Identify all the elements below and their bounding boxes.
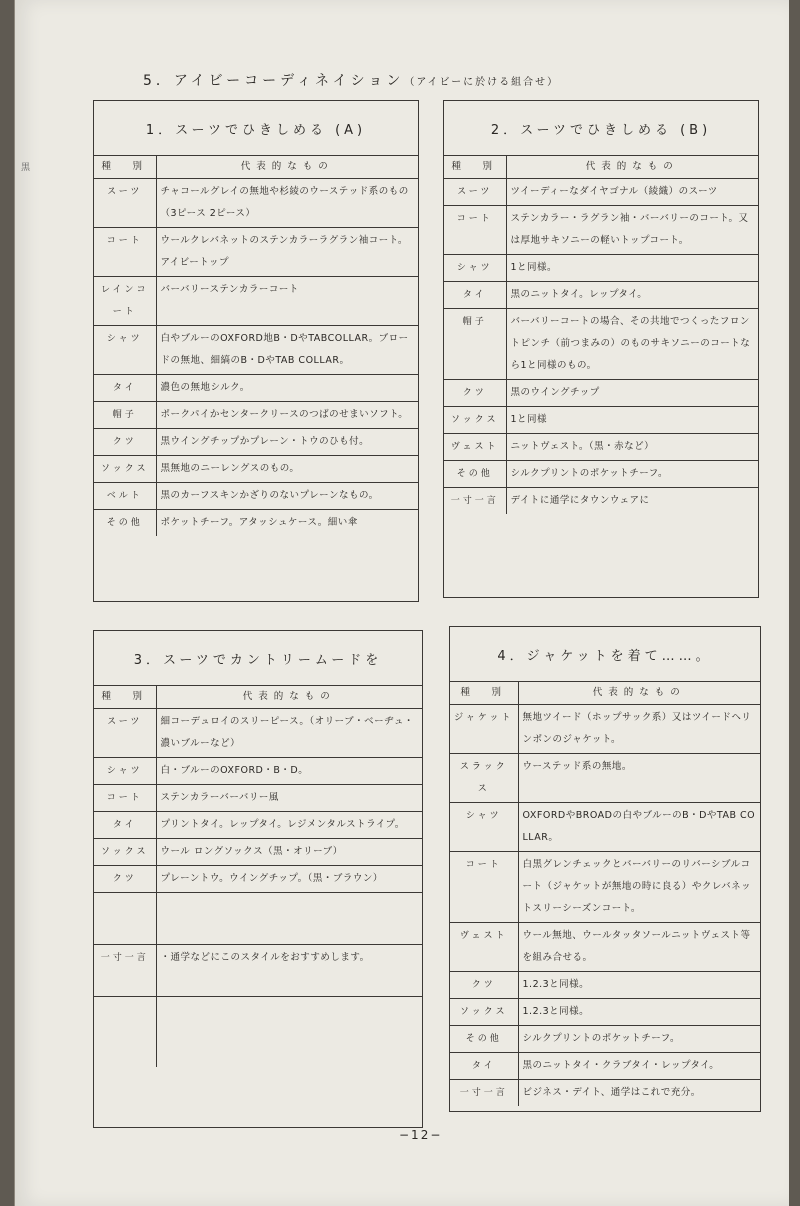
table-row [94,277,418,326]
row-typical: 白・ブルーのOXFORD・B・D。 [156,758,422,785]
heading-sub: （アイビーに於ける組合せ） [404,77,560,88]
row-typical: 白黒グレンチェックとバーバリーのリバーシブルコート（ジャケットが無地の時に良る）やクレバネットスリーシーズンコート。 [518,852,760,923]
section-table [94,686,422,1067]
table-row [450,1053,760,1080]
row-typical: ウーステッド系の無地。 [518,754,760,803]
row-kind: その他 [94,510,156,537]
row-kind: 帽子 [94,402,156,429]
row-typical: ウール無地、ウールタッタソールニットヴェスト等を組み合せる。 [518,923,760,972]
table-row [450,1080,760,1107]
table-row [450,803,760,852]
section-title: 4．ジャケットを着て……。 [450,627,760,682]
section-title: 1．スーツでひきしめる (A) [94,101,418,156]
section-table [450,682,760,1106]
row-typical: ステンカラーバーバリー風 [156,785,422,812]
table-row [450,1026,760,1053]
table-row [94,812,422,839]
table-row [444,380,758,407]
table-row [450,999,760,1026]
row-typical: ・通学などにこのスタイルをおすすめします。 [156,945,422,997]
row-typical: ステンカラー・ラグラン袖・バーバリーのコート。又は厚地サキソニーの軽いトップコート。 [506,206,758,255]
row-typical: 1.2.3と同様。 [518,972,760,999]
row-typical: バーバリーコートの場合、その共地でつくったフロントピンチ（前つまみの）のものサキソニーのコートなら1と同様のもの。 [506,309,758,380]
row-kind: その他 [450,1026,518,1053]
row-kind: その他 [444,461,506,488]
section-box-1 [93,100,419,602]
section-title: 2．スーツでひきしめる (B) [444,101,758,156]
row-typical: ツイーディーなダイヤゴナル（綾織）のスーツ [506,179,758,206]
table-row [94,429,418,456]
row-typical: プレーントウ。ウイングチップ。（黒・ブラウン） [156,866,422,893]
row-kind: ヴェスト [450,923,518,972]
typical-header: 代表的なもの [592,687,686,698]
row-kind: ソックス [94,456,156,483]
page-heading [143,70,703,90]
table-row [444,255,758,282]
row-kind: ジャケット [450,705,518,754]
row-kind [94,997,156,1067]
table-row [94,483,418,510]
kind-header: 種 別 [94,686,156,709]
row-typical [156,997,422,1067]
table-row [444,309,758,380]
row-kind: クツ [444,380,506,407]
table-row [94,709,422,758]
table-row [444,179,758,206]
row-typical: 黒のウイングチップ [506,380,758,407]
typical-header: 代表的なもの [240,161,334,172]
row-typical: 無地ツイード（ホップサック系）又はツイードヘリンボンのジャケット。 [518,705,760,754]
row-kind: スーツ [444,179,506,206]
row-kind: シャツ [94,758,156,785]
row-typical: 黒のカーフスキンかざりのないプレーンなもの。 [156,483,418,510]
row-kind: 帽子 [444,309,506,380]
row-kind [94,893,156,945]
row-kind: タイ [444,282,506,309]
table-row [444,282,758,309]
table-row [94,228,418,277]
typical-header: 代表的なもの [585,161,679,172]
heading-main: 5．アイビーコーディネイション [143,73,405,89]
table-row [94,758,422,785]
kind-header: 種 別 [450,682,518,705]
row-kind: ベルト [94,483,156,510]
table-row [94,945,422,997]
row-typical: シルクプリントのポケットチーフ。 [506,461,758,488]
row-kind: 一寸一言 [450,1080,518,1107]
row-typical: ウール ロングソックス（黒・オリーブ） [156,839,422,866]
row-kind: コート [94,228,156,277]
row-kind: シャツ [94,326,156,375]
table-row [94,785,422,812]
table-row [450,754,760,803]
binding-mark: 黒 [21,163,31,173]
row-typical: 黒のニットタイ。レップタイ。 [506,282,758,309]
section-box-2 [443,100,759,598]
kind-header: 種 別 [94,156,156,179]
table-row [94,510,418,537]
row-kind: コート [444,206,506,255]
row-typical: デイトに通学にタウンウェアに [506,488,758,515]
page-number: −12− [399,1128,443,1142]
row-kind: スーツ [94,179,156,228]
row-kind: クツ [94,429,156,456]
row-typical: 1.2.3と同様。 [518,999,760,1026]
row-kind: ソックス [94,839,156,866]
table-row [94,456,418,483]
row-kind: シャツ [444,255,506,282]
row-typical: ポークパイかセンタークリースのつばのせまいソフト。 [156,402,418,429]
table-row [94,997,422,1067]
table-row [444,407,758,434]
row-kind: クツ [94,866,156,893]
kind-header: 種 別 [444,156,506,179]
table-row [450,972,760,999]
table-row [94,839,422,866]
row-typical: チャコールグレイの無地や杉綾のウーステッド系のもの（3ピース 2ピース） [156,179,418,228]
row-typical: 濃色の無地シルク。 [156,375,418,402]
section-box-4 [449,626,761,1112]
row-typical: ニットヴェスト。（黒・赤など） [506,434,758,461]
section-table [94,156,418,536]
row-kind: スラックス [450,754,518,803]
row-typical: 1と同様。 [506,255,758,282]
row-typical: 白やブルーのOXFORD地B・DやTABCOLLAR。ブロードの無地、細縞のB・DやTAB COLLAR。 [156,326,418,375]
row-typical: 1と同様 [506,407,758,434]
table-row [450,852,760,923]
table-row [450,923,760,972]
row-kind: ヴェスト [444,434,506,461]
table-header-row [94,686,422,709]
table-row [444,206,758,255]
row-typical: プリントタイ。レップタイ。レジメンタルストライプ。 [156,812,422,839]
row-kind: 一寸一言 [94,945,156,997]
row-kind: 一寸一言 [444,488,506,515]
row-typical: シルクプリントのポケットチーフ。 [518,1026,760,1053]
row-typical: 細コーデュロイのスリーピース。（オリーブ・ベーヂュ・濃いブルーなど） [156,709,422,758]
table-row [94,866,422,893]
row-typical: OXFORDやBROADの白やブルーのB・DやTAB COLLAR。 [518,803,760,852]
row-kind: コート [94,785,156,812]
table-header-row [450,682,760,705]
row-typical: ポケットチーフ。アタッシュケース。細い傘 [156,510,418,537]
row-typical [156,893,422,945]
row-typical: 黒のニットタイ・クラブタイ・レップタイ。 [518,1053,760,1080]
typical-header: 代表的なもの [242,691,336,702]
row-kind: タイ [94,812,156,839]
table-row [444,488,758,515]
table-row [450,705,760,754]
table-row [94,893,422,945]
row-kind: スーツ [94,709,156,758]
row-kind: レインコート [94,277,156,326]
row-typical: 黒無地のニーレングスのもの。 [156,456,418,483]
document-page [14,0,789,1206]
section-box-3 [93,630,423,1128]
row-kind: タイ [94,375,156,402]
row-typical: ビジネス・デイト、通学はこれで充分。 [518,1080,760,1107]
table-row [94,179,418,228]
row-kind: ソックス [444,407,506,434]
table-row [444,434,758,461]
table-row [94,402,418,429]
row-kind: コート [450,852,518,923]
row-typical: ウールクレバネットのステンカラーラグラン袖コート。アイビートップ [156,228,418,277]
row-typical: バーバリーステンカラーコート [156,277,418,326]
row-kind: クツ [450,972,518,999]
table-row [94,326,418,375]
table-header-row [94,156,418,179]
section-table [444,156,758,514]
table-header-row [444,156,758,179]
row-kind: ソックス [450,999,518,1026]
row-kind: シャツ [450,803,518,852]
section-title: 3．スーツでカントリームードを [94,631,422,686]
row-kind: タイ [450,1053,518,1080]
table-row [94,375,418,402]
table-row [444,461,758,488]
row-typical: 黒ウイングチップかプレーン・トウのひも付。 [156,429,418,456]
